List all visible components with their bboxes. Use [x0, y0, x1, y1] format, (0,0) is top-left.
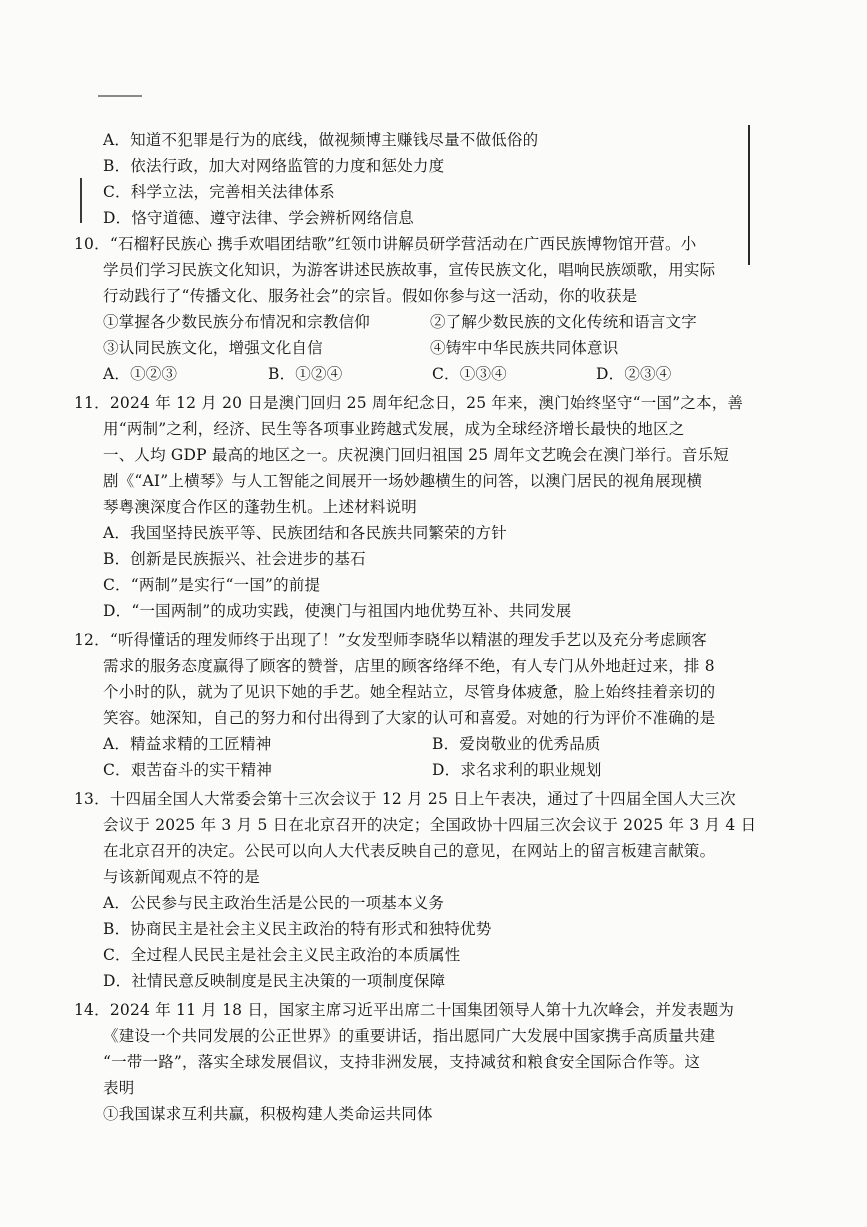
q13-option-a: A．公民参与民主政治生活是公民的一项基本义务 — [103, 894, 445, 912]
scan-margin-line — [748, 125, 750, 265]
q10-stem-line-1: 10．“石榴籽民族心 携手欢唱团结歌”红领巾讲解员研学营活动在广西民族博物馆开营。小 — [74, 235, 697, 253]
top-rule — [98, 95, 142, 97]
q10-stem-line-2: 学员们学习民族文化知识，为游客讲述民族故事，宣传民族文化，唱响民族颂歌，用实际 — [103, 261, 716, 279]
q14-stem-line-3: “一带一路”，落实全球发展倡议，支持非洲发展，支持减贫和粮食安全国际合作等。这 — [103, 1053, 701, 1071]
q12-stem-line-3: 个小时的队，就为了见识下她的手艺。她全程站立，尽管身体疲惫，脸上始终挂着亲切的 — [103, 683, 716, 701]
q10-item-2: ②了解少数民族的文化传统和语言文字 — [430, 313, 697, 331]
q10-item-4: ④铸牢中华民族共同体意识 — [430, 339, 619, 357]
q13-stem-line-1: 13．十四届全国人大常委会第十三次会议于 12 月 25 日上午表决，通过了十四届全国人大三次 — [74, 790, 736, 808]
q12-stem-line-2: 需求的服务态度赢得了顾客的赞誉，店里的顾客络绎不绝，有人专门从外地赶过来，排 8 — [103, 657, 715, 675]
q11-option-b: B．创新是民族振兴、社会进步的基石 — [103, 550, 366, 568]
q13-stem-line-4: 与该新闻观点不符的是 — [103, 868, 261, 886]
q13-option-c: C．全过程人民民主是社会主义民主政治的本质属性 — [103, 946, 461, 964]
q10-choice-b: B．①②④ — [268, 365, 343, 383]
q10-choice-d: D．②③④ — [596, 365, 672, 383]
q10-stem-line-3: 行动践行了“传播文化、服务社会”的宗旨。假如你参与这一活动，你的收获是 — [103, 287, 638, 305]
q9-option-c: C．科学立法，完善相关法律体系 — [103, 183, 335, 201]
q11-option-d: D．“一国两制”的成功实践，使澳门与祖国内地优势互补、共同发展 — [103, 602, 572, 620]
q13-stem-line-2: 会议于 2025 年 3 月 5 日在北京召开的决定；全国政协十四届三次会议于 2025 年 3 月 4 日 — [103, 816, 757, 834]
q9-option-d: D．恪守道德、遵守法律、学会辨析网络信息 — [103, 209, 414, 227]
q14-item-1: ①我国谋求互利共赢，积极构建人类命运共同体 — [103, 1105, 433, 1123]
q14-stem-line-2: 《建设一个共同发展的公正世界》的重要讲话，指出愿同广大发展中国家携手高质量共建 — [103, 1027, 716, 1045]
q12-stem-line-1: 12．“听得懂话的理发师终于出现了！”女发型师李晓华以精湛的理发手艺以及充分考虑顾客 — [74, 631, 707, 649]
q14-stem-line-1: 14．2024 年 11 月 18 日，国家主席习近平出席二十国集团领导人第十九次峰会，并发表题为 — [74, 1001, 735, 1019]
q13-option-d: D．社情民意反映制度是民主决策的一项制度保障 — [103, 972, 446, 990]
q12-option-c: C．艰苦奋斗的实干精神 — [103, 761, 273, 779]
q11-stem-line-1: 11．2024 年 12 月 20 日是澳门回归 25 周年纪念日，25 年来，澳门始终坚守“一国”之本，善 — [74, 394, 744, 412]
q11-option-c: C．“两制”是实行“一国”的前提 — [103, 576, 321, 594]
q13-stem-line-3: 在北京召开的决定。公民可以向人大代表反映自己的意见，在网站上的留言板建言献策。 — [103, 842, 716, 860]
q12-stem-line-4: 笑容。她深知，自己的努力和付出得到了大家的认可和喜爱。对她的行为评价不准确的是 — [103, 709, 716, 727]
q11-stem-line-3: 一、人均 GDP 最高的地区之一。庆祝澳门回归祖国 25 周年文艺晚会在澳门举行。音乐短 — [103, 446, 729, 464]
q9-option-a: A．知道不犯罪是行为的底线，做视频博主赚钱尽量不做低俗的 — [103, 131, 539, 149]
scan-margin-tick — [80, 178, 82, 223]
q10-item-1: ①掌握各少数民族分布情况和宗教信仰 — [103, 313, 370, 331]
q10-choice-a: A．①②③ — [103, 365, 178, 383]
q12-option-b: B．爱岗敬业的优秀品质 — [432, 735, 601, 753]
q9-option-b: B．依法行政，加大对网络监管的力度和惩处力度 — [103, 157, 445, 175]
q11-stem-line-4: 剧《“AI”上横琴》与人工智能之间展开一场妙趣横生的问答，以澳门居民的视角展现横 — [103, 472, 703, 490]
q14-stem-line-4: 表明 — [103, 1079, 135, 1097]
q10-choice-c: C．①③④ — [432, 365, 507, 383]
q11-option-a: A．我国坚持民族平等、民族团结和各民族共同繁荣的方针 — [103, 524, 507, 542]
q11-stem-line-5: 琴粤澳深度合作区的蓬勃生机。上述材料说明 — [103, 498, 418, 516]
q12-option-a: A．精益求精的工匠精神 — [103, 735, 272, 753]
q12-option-d: D．求名求利的职业规划 — [432, 761, 602, 779]
q10-item-3: ③认同民族文化，增强文化自信 — [103, 339, 323, 357]
q13-option-b: B．协商民主是社会主义民主政治的特有形式和独特优势 — [103, 920, 492, 938]
q11-stem-line-2: 用“两制”之利，经济、民生等各项事业跨越式发展，成为全球经济增长最快的地区之 — [103, 420, 685, 438]
